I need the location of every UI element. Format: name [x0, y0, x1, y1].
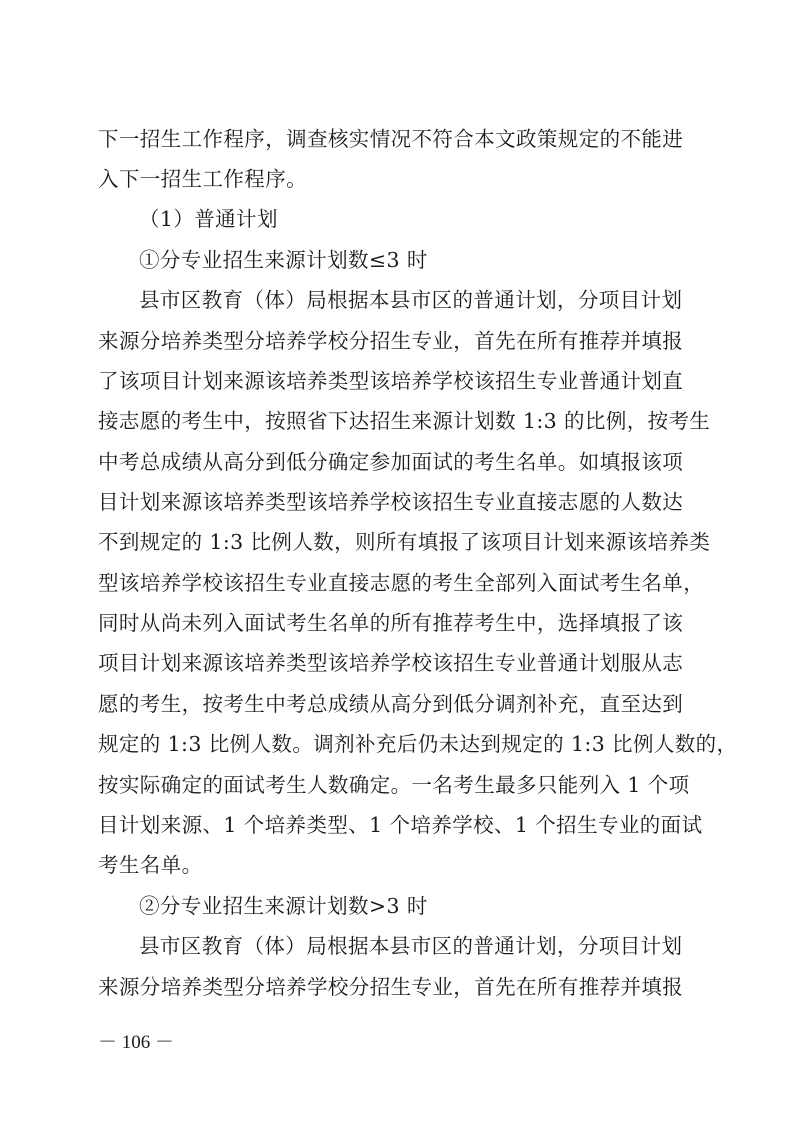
text-line: 按实际确定的面试考生人数确定。一名考生最多只能列入 1 个项: [98, 773, 690, 797]
paragraph-first-line: 县市区教育（体）局根据本县市区的普通计划，分项目计划: [139, 934, 683, 958]
text-line: 了该项目计划来源该培养类型该培养学校该招生专业普通计划直: [98, 369, 684, 393]
text-line: 不到规定的 1:3 比例人数，则所有填报了该项目计划来源该培养类: [98, 530, 711, 554]
text-line: 中考总成绩从高分到低分确定参加面试的考生名单。如填报该项: [98, 450, 684, 474]
text-line: 目计划来源该培养类型该培养学校该招生专业直接志愿的人数达: [98, 490, 684, 514]
text-line: 目计划来源、1 个培养类型、1 个培养学校、1 个招生专业的面试: [98, 813, 703, 837]
subsection-heading: ①分专业招生来源计划数≤3 时: [139, 248, 428, 272]
section-heading: （1）普通计划: [139, 207, 278, 231]
text-line: 来源分培养类型分培养学校分招生专业，首先在所有推荐并填报: [98, 329, 684, 353]
text-line: 同时从尚未列入面试考生名单的所有推荐考生中，选择填报了该: [98, 611, 684, 635]
text-line: 来源分培养类型分培养学校分招生专业，首先在所有推荐并填报: [98, 975, 684, 999]
text-line: 规定的 1:3 比例人数。调剂补充后仍未达到规定的 1:3 比例人数的，: [98, 732, 738, 756]
text-line: 接志愿的考生中，按照省下达招生来源计划数 1:3 的比例，按考生: [98, 409, 711, 433]
text-line: 项目计划来源该培养类型该培养学校该招生专业普通计划服从志: [98, 651, 684, 675]
paragraph-first-line: 县市区教育（体）局根据本县市区的普通计划，分项目计划: [139, 288, 683, 312]
text-line: 型该培养学校该招生专业直接志愿的考生全部列入面试考生名单，: [98, 571, 705, 595]
text-line: 愿的考生，按考生中考总成绩从高分到低分调剂补充，直至达到: [98, 692, 684, 716]
text-line: 入下一招生工作程序。: [98, 167, 307, 191]
text-line: 下一招生工作程序，调查核实情况不符合本文政策规定的不能进: [98, 127, 684, 151]
page-number: － 106 －: [98, 1032, 175, 1053]
text-line: 考生名单。: [98, 853, 203, 877]
subsection-heading: ②分专业招生来源计划数>3 时: [139, 894, 428, 918]
